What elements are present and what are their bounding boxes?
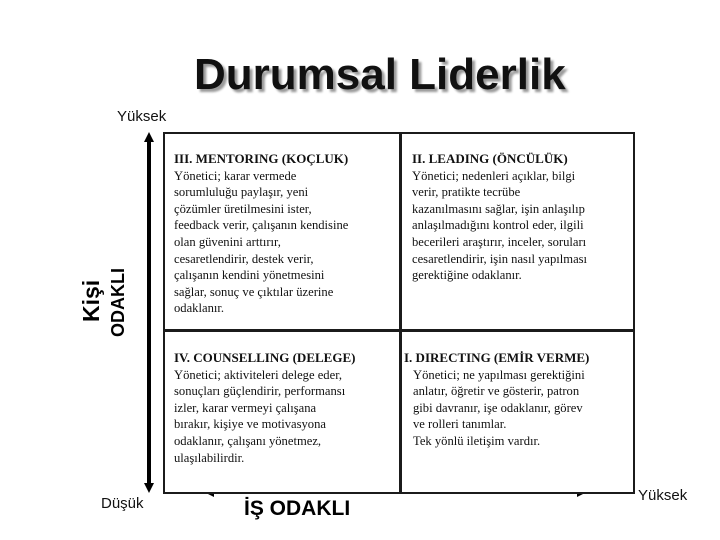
- quadrant-line: ulaşılabilirdir.: [174, 450, 245, 465]
- y-axis-label-person: Kişi: [78, 279, 104, 322]
- quadrant-heading: IV. COUNSELLING (DELEGE): [174, 350, 356, 365]
- quadrant-line: Yönetici; aktiviteleri delege eder,: [174, 367, 343, 382]
- quadrant-line: sağlar, sonuç ve çıktılar üzerine: [174, 284, 334, 299]
- quadrant-line: becerileri araştırır, inceler, soruları: [412, 234, 587, 249]
- quadrant-line: çözümler üretilmesini ister,: [174, 201, 312, 216]
- quadrant-line: anlatır, öğretir ve gösterir, patron: [413, 384, 580, 399]
- quadrant-line: cesaretlendirir, destek verir,: [174, 251, 314, 266]
- quadrant-heading: III. MENTORING (KOÇLUK): [174, 151, 349, 166]
- y-axis-low-label: Düşük: [101, 495, 144, 512]
- quadrant-line: sonuçları güçlendirir, performansı: [174, 384, 346, 399]
- diagram-title: Durumsal Liderlik: [194, 50, 566, 99]
- quadrant-line: ve rolleri tanımlar.: [413, 417, 507, 432]
- quadrant-line: sorumluluğu paylaşır, yeni: [174, 185, 309, 200]
- quadrant-mentoring: [174, 151, 348, 317]
- quadrant-line: çalışanın kendini yönetmesini: [174, 268, 325, 283]
- quadrant-line: olan güvenini arttırır,: [174, 234, 281, 249]
- quadrant-directing: [404, 350, 589, 450]
- quadrant-line: izler, karar vermeyi çalışana: [174, 400, 317, 415]
- y-axis-label-focused: ODAKLI: [108, 268, 128, 337]
- quadrant-line: Yönetici; nedenleri açıklar, bilgi: [412, 168, 576, 183]
- quadrant-heading: II. LEADING (ÖNCÜLÜK): [412, 151, 568, 166]
- quadrant-line: verir, pratikte tecrübe: [412, 185, 521, 200]
- y-axis-high-label: Yüksek: [117, 108, 167, 125]
- quadrant-heading: I. DIRECTING (EMİR VERME): [404, 350, 590, 365]
- quadrant-line: bırakır, kişiye ve motivasyona: [174, 417, 326, 432]
- x-axis-label: İŞ ODAKLI: [244, 497, 351, 520]
- quadrant-line: Tek yönlü iletişim vardır.: [413, 433, 541, 448]
- grid-horizontal-divider: [163, 329, 635, 332]
- quadrant-line: odaklanır.: [174, 301, 225, 316]
- x-axis-high-label: Yüksek: [638, 487, 688, 504]
- quadrant-line: Yönetici; ne yapılması gerektiğini: [413, 367, 585, 382]
- quadrant-counselling: [174, 350, 355, 466]
- quadrant-line: kazanılmasını sağlar, işin anlaşılıp: [412, 201, 585, 216]
- quadrant-line: odaklanır, çalışanı yönetmez,: [174, 433, 322, 448]
- quadrant-line: gerektiğine odaklanır.: [412, 268, 522, 283]
- quadrant-line: Yönetici; karar vermede: [174, 168, 297, 183]
- quadrant-line: feedback verir, çalışanın kendisine: [174, 218, 349, 233]
- quadrant-body: [404, 367, 589, 450]
- grid-vertical-divider: [399, 132, 402, 494]
- quadrant-leading: [412, 151, 587, 284]
- quadrant-line: cesaretlendirir, işin nasıl yapılması: [412, 251, 588, 266]
- quadrant-line: anlaşılmadığını kontrol eder, ilgili: [412, 218, 584, 233]
- quadrant-line: gibi davranır, işe odaklanır, görev: [413, 400, 583, 415]
